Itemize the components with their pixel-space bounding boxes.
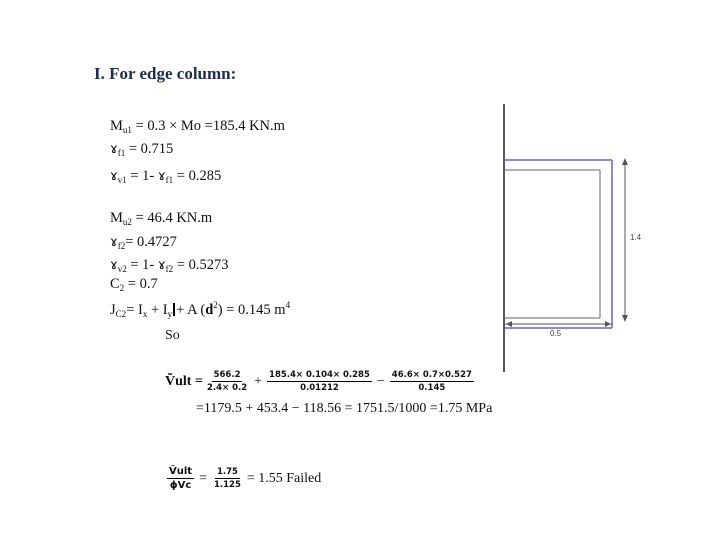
arrow-down-icon [622, 315, 628, 322]
equation-gamma-f2: ɤ$_{f2}$= 0.4727 [110, 234, 177, 251]
vult-term3: $\frac{46.6\times 0.7\times 0.527}{0.145}$ [391, 370, 472, 393]
equation-gamma-f1: ɤ$_{f1}$ = 0.715 [110, 141, 174, 158]
vult-term1: $\frac{566.2}{2.4\times 0.2}$ [206, 370, 248, 393]
equation-c2: $C_2 = 0.7$ [110, 276, 158, 293]
dimension-label-width: 0.5 [550, 329, 562, 338]
minus-sign: − [376, 373, 385, 389]
arrow-up-icon [622, 158, 628, 165]
plus-sign: + [254, 373, 263, 389]
vult-label: Ṽult = [165, 373, 203, 389]
ratio-term2: $\frac{1.75}{1.125}$ [213, 467, 241, 490]
vult-result: =1179.5 + 453.4 − 118.56 = 1751.5/1000 =1.75 MPa [196, 401, 493, 416]
arrow-left-icon [506, 321, 512, 327]
dimension-label-height: 1.4 [630, 233, 642, 242]
ratio-term1: $\frac{\text{Ṽult}}{\text{ϕVc}}$ [169, 466, 193, 491]
arrow-right-icon [605, 321, 611, 327]
so-label: So [165, 328, 180, 343]
equation-mu2: $M_{u2} = 46.4$ KN.m [110, 210, 213, 227]
equation-mu1: $M_{u1} = 0.3 \times Mo =185.4$ KN.m [110, 118, 285, 135]
ratio-result: = 1.55 Failed [246, 470, 322, 486]
equation-gamma-v1: ɤ$_{v1}$ = 1- ɤ$_{f1}$ = 0.285 [110, 168, 222, 185]
equation-gamma-v2: ɤ$_{v2}$ = 1- ɤ$_{f2}$ = 0.5273 [110, 257, 229, 274]
section-heading: I. For edge column: [94, 64, 237, 83]
equation-jc2: $J_{C2}= I_x + I_y + A$ $(d^2) = 0.145$ $m^4$ [110, 300, 291, 319]
vult-term2: $\frac{185.4\times 0.104\times 0.285}{0.01212}$ [269, 370, 370, 393]
ratio-equation: $\frac{\text{Ṽult}}{\text{ϕVc}}$ = $\frac{1.75}{1.125}$ = 1.55 Failed [169, 466, 322, 491]
